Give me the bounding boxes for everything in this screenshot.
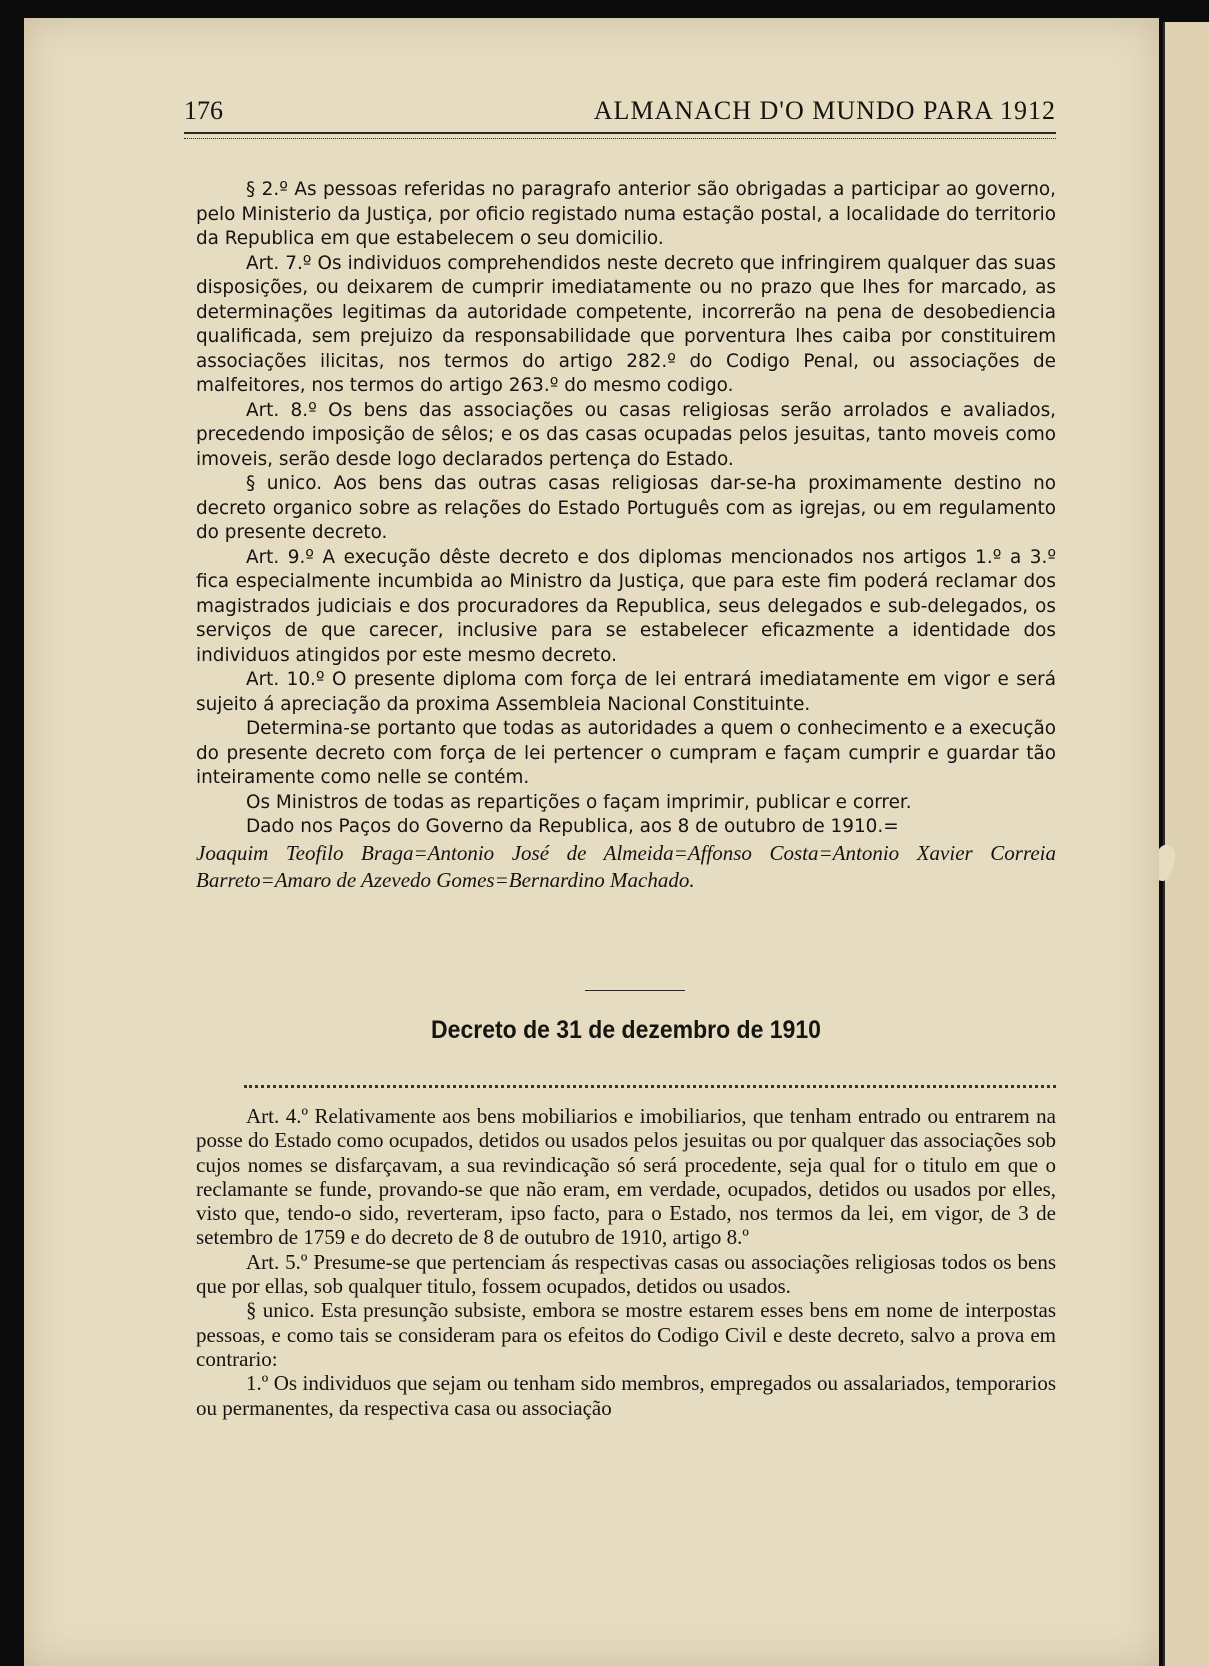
running-header	[184, 96, 1056, 132]
paragraph: Art. 7.º Os individuos comprehendidos neste decreto que infringirem qualquer das suas disposições, ou deixarem de cumprir imediatamente ou no prazo que lhes for marcado, as determinações legitimas da autoridade competente, incorrerão na pena de desobediencia qualificada, sem prejuizo da responsabilidade que porventura lhes caiba por constituirem associações ilicitas, nos termos do artigo 282.º do Codigo Penal, ou associações de malfeitores, nos termos do artigo 263.º do mesmo codigo.	[196, 252, 1056, 396]
paragraph: § unico. Esta presunção subsiste, embora se mostre estarem esses bens em nome de interpostas pessoas, e como tais se consideram para os efeitos do Codigo Civil e deste decreto, salvo a prova em contrario:	[196, 1298, 1056, 1371]
header-rule	[184, 132, 1056, 139]
paragraph: § unico. Aos bens das outras casas religiosas dar-se-ha proximamente destino no decreto organico sobre as relações do Estado Português com as igrejas, ou em regulamento do presente decreto.	[196, 473, 1056, 543]
decree2-text	[196, 1104, 1056, 1420]
adjacent-page-edge	[1163, 22, 1209, 1666]
paragraph: § 2.º As pessoas referidas no paragrafo anterior são obrigadas a participar ao governo, pelo Ministerio da Justiça, por oficio registado numa estação postal, a localidade do territorio da Republica em que estabelecem o seu domicilio.	[196, 179, 1056, 249]
paragraph: Determina-se portanto que todas as autoridades a quem o conhecimento e a execução do presente decreto com força de lei pertencer o cumpram e façam cumprir e guardar tão inteiramente como nelle se contém.	[196, 718, 1056, 788]
page-number: 176	[184, 96, 223, 125]
signatures: Joaquim Teofilo Braga=Antonio José de Almeida=Affonso Costa=Antonio Xavier Correia Barreto=Amaro de Azevedo Gomes=Bernardino Machado.	[196, 840, 1056, 892]
paragraph: Art. 10.º O presente diploma com força de lei entrará imediatamente em vigor e será sujeito á apreciação da proxima Assembleia Nacional Constituinte.	[196, 669, 1056, 715]
decree1-text	[196, 178, 1056, 894]
paragraph: Art. 8.º Os bens das associações ou casas religiosas serão arrolados e avaliados, precedendo imposição de sêlos; e os das casas ocupadas pelos jesuitas, tanto moveis como imoveis, serão desde logo declarados pertença do Estado.	[196, 399, 1056, 470]
section-separator	[585, 990, 685, 991]
paragraph: Os Ministros de todas as repartições o façam imprimir, publicar e correr.	[246, 791, 912, 813]
decree2-heading: Decreto de 31 de dezembro de 1910	[431, 1016, 821, 1044]
paragraph: Art. 5.º Presume-se que pertenciam ás respectivas casas ou associações religiosas todos os bens que por ellas, sob qualquer titulo, fossem ocupados, detidos ou usados.	[196, 1249, 1056, 1299]
paragraph: 1.º Os individuos que sejam ou tenham sido membros, empregados ou assalariados, temporarios ou permanentes, da respectiva casa ou associação	[196, 1371, 1056, 1420]
paragraph: Dado nos Paços do Governo da Republica, aos 8 de outubro de 1910.=	[246, 816, 899, 837]
paragraph: Art. 4.º Relativamente aos bens mobiliarios e imobiliarios, que tenham entrado ou entrarem na posse do Estado como ocupados, detidos ou usados pelos jesuitas ou por qualquer das associações sob cujos nomes se disfarçavam, a sua revindicação só será procedente, seja qual for o titulo em que o reclamante se funde, provando-se que não eram, em verdade, ocupados, detidos ou usados por elles, visto que, tendo-o sido, reverteram, ipso facto, para o Estado, nos termos da lei, em vigor, de 3 de setembro de 1759 e do decreto de 8 de outubro de 1910, artigo 8.º	[196, 1104, 1056, 1250]
header-title: ALMANACH D'O MUNDO PARA 1912	[593, 96, 1056, 125]
paragraph: Art. 9.º A execução dêste decreto e dos diplomas mencionados nos artigos 1.º a 3.º fica especialmente incumbida ao Ministro da Justiça, que para este fim poderá reclamar dos magistrados judiciais e dos procuradores da Republica, seus delegados e sub-delegados, os serviços de que carecer, inclusive para se estabelecer eficazmente a identidade dos individuos atingidos por este mesmo decreto.	[196, 546, 1056, 666]
ellipsis-leader	[244, 1075, 1056, 1088]
